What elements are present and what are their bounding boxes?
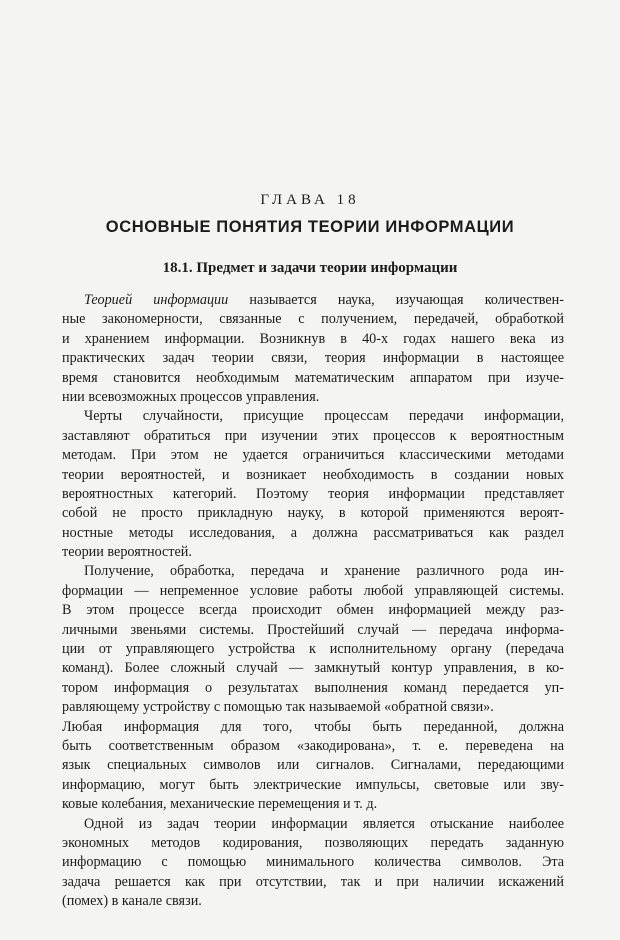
- line-text: формации — непременное условие работы любой управляющей системы.: [62, 582, 564, 599]
- paragraph-1-line-5: [62, 369, 564, 388]
- chapter-label: ГЛАВА 18: [260, 192, 360, 208]
- paragraph-1-line-1: [62, 291, 564, 310]
- paragraph-5-line-2: [62, 834, 564, 853]
- line-text: язык специальных символов или сигналов. Сигналами, передающими: [62, 757, 564, 774]
- line-text: методам. При этом не удается ограничиться классическими методами: [62, 447, 564, 464]
- chapter-title: ОСНОВНЫЕ ПОНЯТИЯ ТЕОРИИ ИНФОРМАЦИИ: [105, 218, 515, 236]
- paragraph-2-line-8: [62, 543, 564, 562]
- section-title: 18.1. Предмет и задачи теории информации: [162, 260, 458, 276]
- line-text: и хранением информации. Возникнув в 40-х годах нашего века из: [62, 330, 564, 347]
- paragraph-5-line-5: [62, 892, 564, 911]
- paragraph-4-line-2: [62, 737, 564, 756]
- paragraph-3-line-6: [62, 659, 564, 678]
- paragraph-3-line-8: [62, 698, 564, 717]
- line-text: задача решается как при отсутствии, так и при наличии искажений: [62, 873, 564, 890]
- paragraph-2-line-1: [62, 407, 564, 426]
- line-text: тором информация о результатах выполнения команд передается уп-: [62, 679, 564, 696]
- line-text: быть соответственным образом «закодирована», т. е. переведена на: [62, 737, 564, 754]
- line-text: команд). Более сложный случай — замкнутый контур управления, в ко-: [62, 660, 564, 677]
- line-text: Черты случайности, присущие процессам передачи информации,: [84, 408, 564, 425]
- line-text: называется наука, изучающая количествен-: [228, 292, 564, 308]
- line-text: вероятностных категорий. Поэтому теория информации представляет: [62, 485, 564, 502]
- paragraph-1-line-6: [62, 388, 564, 407]
- line-text: (помех) в канале связи.: [62, 893, 202, 910]
- line-text: ностные методы исследования, а должна рассматриваться как раздел: [62, 524, 564, 541]
- paragraph-1-line-2: [62, 310, 564, 329]
- line-text: информацию, могут быть электрические импульсы, световые или зву-: [62, 776, 564, 793]
- paragraph-5-line-3: [62, 853, 564, 872]
- paragraph-4-line-1: [62, 718, 564, 737]
- line-text: Получение, обработка, передача и хранение различного рода ин-: [84, 563, 564, 580]
- line-text: ции от управляющего устройства к исполнительному органу (передача: [62, 641, 564, 658]
- paragraph-3-line-7: [62, 679, 564, 698]
- line-text: теории вероятностей, и возникает необходимость в создании новых: [62, 466, 564, 483]
- line-text: Одной из задач теории информации является отыскание наиболее: [84, 815, 564, 832]
- paragraph-2-line-7: [62, 524, 564, 543]
- paragraph-3-line-5: [62, 640, 564, 659]
- body-text: [62, 291, 564, 912]
- line-text: практических задач теории связи, теория информации в настоящее: [62, 350, 564, 367]
- paragraph-5-line-4: [62, 873, 564, 892]
- line-text: В этом процессе всегда происходит обмен информацией между раз-: [62, 602, 564, 619]
- line-text: экономных методов кодирования, позволяющих передать заданную: [62, 834, 564, 851]
- line-text: равляющему устройству с помощью так называемой «обратной связи».: [62, 699, 494, 716]
- paragraph-3-line-2: [62, 582, 564, 601]
- paragraph-4-line-3: [62, 756, 564, 775]
- line-text: ковые колебания, механические перемещения и т. д.: [62, 796, 378, 813]
- paragraph-4-line-5: [62, 795, 564, 814]
- line-text: нии всевозможных процессов управления.: [62, 388, 320, 405]
- paragraph-2-line-2: [62, 427, 564, 446]
- line-text: личными звеньями системы. Простейший случай — передача информа-: [62, 621, 564, 638]
- line-text: собой не просто прикладную науку, в которой применяются вероят-: [62, 505, 564, 522]
- paragraph-2-line-5: [62, 485, 564, 504]
- paragraph-1-line-3: [62, 330, 564, 349]
- line-text: заставляют обратиться при изучении этих процессов к вероятностным: [62, 427, 564, 444]
- line-text: теории вероятностей.: [62, 544, 192, 561]
- line-text: информацию с помощью минимального количества символов. Эта: [62, 854, 564, 871]
- line-text: ные закономерности, связанные с получением, передачей, обработкой: [62, 311, 564, 328]
- line-text: Любая информация для того, чтобы быть переданной, должна: [62, 718, 564, 735]
- paragraph-2-line-3: [62, 446, 564, 465]
- paragraph-5-line-1: [62, 815, 564, 834]
- paragraph-4-line-4: [62, 776, 564, 795]
- paragraph-3-line-1: [62, 562, 564, 581]
- italic-term: Теорией информации: [84, 292, 229, 308]
- paragraph-3-line-4: [62, 621, 564, 640]
- paragraph-1-line-4: [62, 349, 564, 368]
- paragraph-3-line-3: [62, 601, 564, 620]
- line-text: время становится необходимым математическим аппаратом при изуче-: [62, 369, 564, 386]
- paragraph-2-line-6: [62, 504, 564, 523]
- paragraph-2-line-4: [62, 466, 564, 485]
